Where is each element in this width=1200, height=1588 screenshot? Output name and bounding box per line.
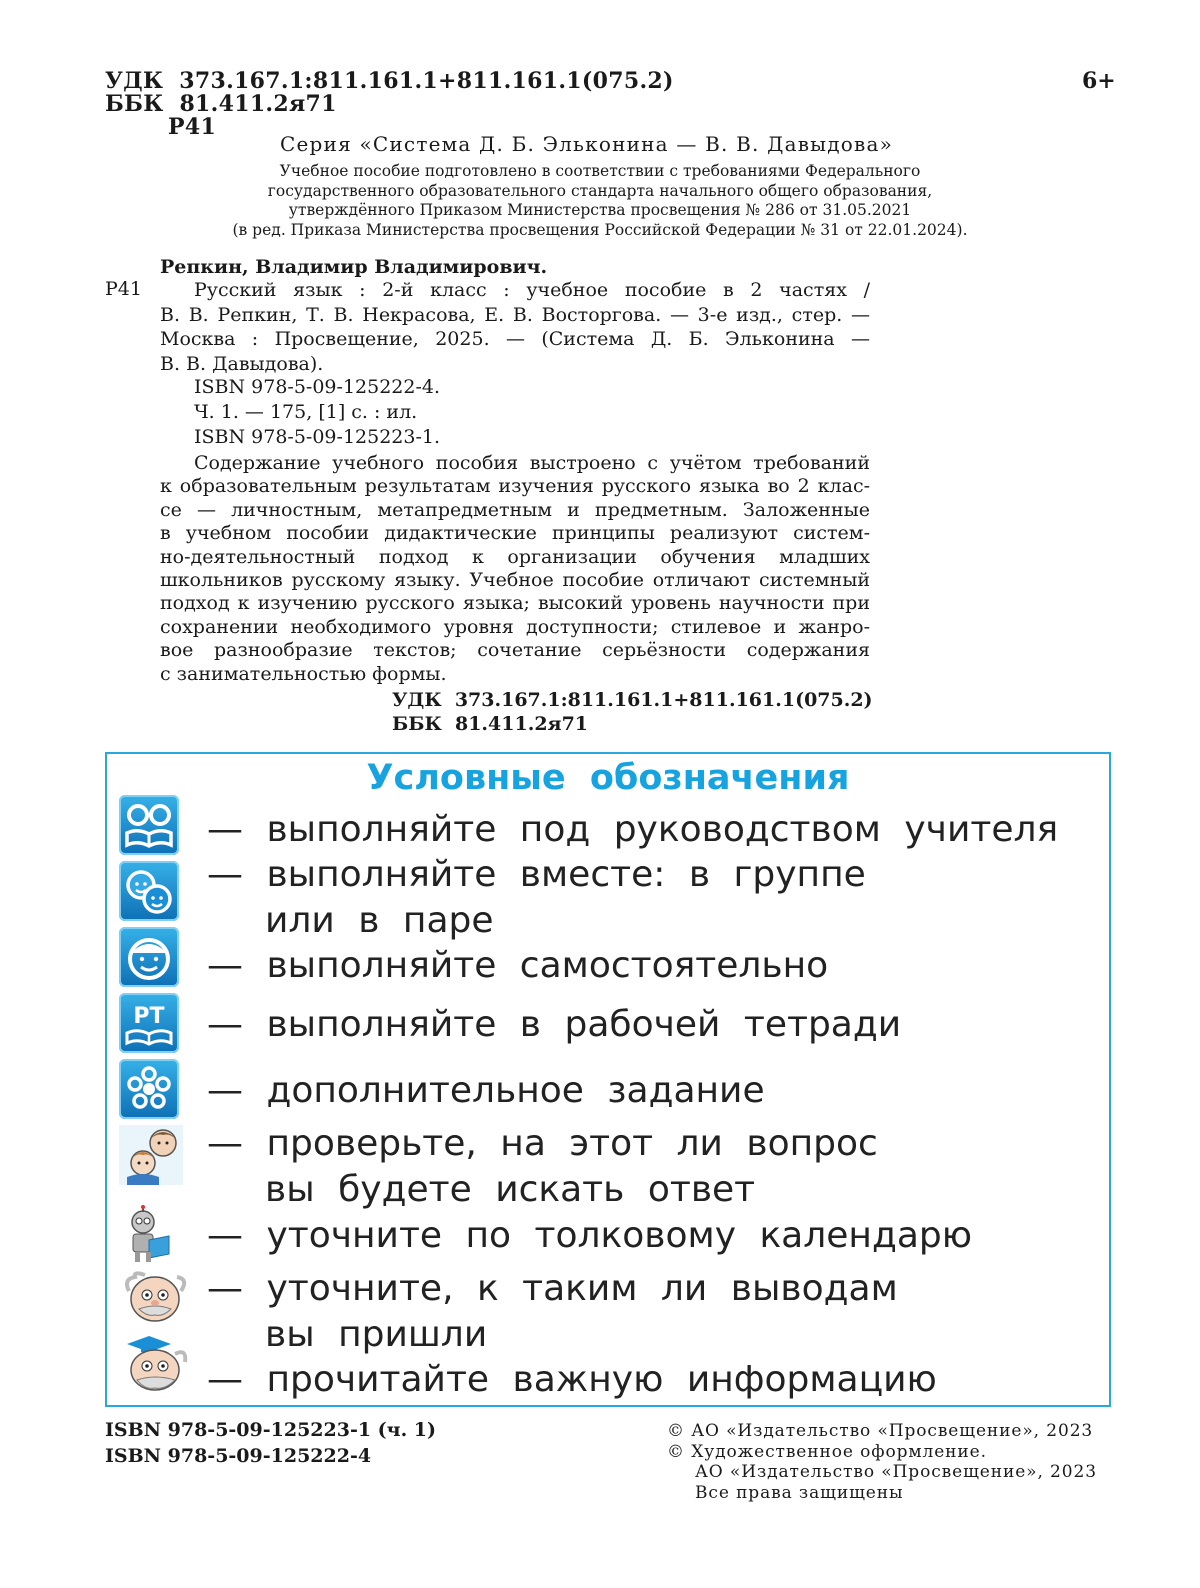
legend-item-important: — прочитайте важную информацию [207,1359,937,1400]
title-block [160,278,870,376]
title-line: Москва : Просвещение, 2025. — (Система Д. Б. Эльконина — [160,328,870,350]
udk-value: 373.167.1:811.161.1+811.161.1(075.2) [179,68,674,94]
legend-item-independent: — выполняйте самостоятельно [207,945,829,986]
legend-line: — уточните, к таким ли выводам [207,1268,898,1309]
bbk-label: ББК [105,91,164,117]
abstract-line: с занимательностью формы. [160,662,447,685]
copyright-line: АО «Издательство «Просвещение», 2023 [695,1462,1097,1482]
note-line: государственного образовательного стандарта начального общего образования, [267,181,933,200]
footer-isbn-set: ISBN 978-5-09-125222-4 [105,1445,372,1467]
legend-line: вы будете искать ответ [265,1169,756,1210]
footer-isbn-part: ISBN 978-5-09-125223-1 (ч. 1) [105,1419,437,1441]
workbook-rt-icon [119,993,179,1053]
udk-label: УДК [105,68,164,94]
bbk-value: 81.411.2я71 [179,91,337,117]
copyright-block [667,1421,1097,1503]
title-line: В. В. Давыдова). [160,352,324,375]
record-udk: УДК 373.167.1:811.161.1+811.161.1(075.2) [392,689,873,711]
note-line: утверждённого Приказом Министерства просвещения № 286 от 31.05.2021 [288,201,912,219]
legend-item-conclusions [207,1266,898,1358]
bbk-line [105,91,337,117]
author-code: Р41 [168,114,217,140]
abstract-line: к образовательным результатам изучения русского языка во 2 клас- [160,475,870,498]
scholar-cap-icon [119,1334,199,1394]
professor-icon [119,1269,199,1329]
legend-item-workbook: — выполняйте в рабочей тетради [207,1004,902,1045]
abstract-line: Содержание учебного пособия выстроено с учётом требований [194,452,870,474]
isbn-part-line: ISBN 978-5-09-125223-1. [194,426,441,448]
part-line: Ч. 1. — 175, [1] с. : ил. [194,401,418,423]
robot-reading-icon [119,1204,183,1264]
title-line: Русский язык : 2-й класс : учебное пособие в 2 частях / [194,279,870,301]
abstract-line: се — личностным, метапредметным и предметным. Заложенные [160,498,870,521]
series-title: Серия «Система Д. Б. Эльконина — В. В. Давыдова» [280,132,894,156]
abstract-line: сохранении необходимого уровня доступности; стилевое и жанро- [160,615,870,638]
legend-line: — выполняйте вместе: в группе [207,854,866,895]
record-code: Р41 [105,278,142,300]
legend-line: — проверьте, на этот ли вопрос [207,1123,878,1164]
face-icon [119,927,179,987]
legend-title: Условные обозначения [366,758,850,798]
legend-line: вы пришли [265,1314,488,1355]
title-line: В. В. Репкин, Т. В. Некрасова, Е. В. Восторгова. — 3-е изд., стер. — [160,303,870,326]
approval-note [100,162,1100,240]
asterisk-flower-icon [119,1059,179,1119]
isbn-set-line: ISBN 978-5-09-125222-4. [194,376,441,398]
abstract-line: школьников русскому языку. Учебное пособие отличают системный [160,569,870,592]
note-line: (в ред. Приказа Министерства просвещения Российской Федерации № 31 от 22.01.2024). [232,220,968,239]
copyright-line: © Художественное оформление. [667,1441,987,1462]
legend-item-question [207,1121,878,1213]
abstract-line: вое разнообразие текстов; сочетание серьёзности содержания [160,639,870,662]
copyright-line: Все права защищены [695,1482,904,1503]
legend-item-extra: — дополнительное задание [207,1070,765,1111]
note-line: Учебное пособие подготовлено в соответствии с требованиями Федерального [279,162,921,180]
legend-line: или в паре [265,900,494,941]
abstract [160,452,870,686]
abstract-line: в учебном пособии дидактические принципы реализуют систем- [160,522,870,545]
copyright-line: © АО «Издательство «Просвещение», 2023 [667,1421,1094,1441]
abstract-line: подход к изучению русского языка; высокий уровень научности при [160,592,870,615]
children-question-icon [119,1125,183,1185]
legend-item-group [207,852,866,944]
age-rating: 6+ [1082,68,1116,94]
record-bbk: ББК 81.411.2я71 [392,713,589,735]
legend-item-calendar: — уточните по толковому календарю [207,1215,973,1256]
legend-box [105,752,1111,1407]
author-name: Репкин, Владимир Владимирович. [160,256,548,278]
abstract-line: но-деятельностный подход к организации обучения младших [160,545,870,568]
workbook-rt-text: PT [133,1004,165,1029]
two-faces-icon [119,861,179,921]
glasses-book-icon [119,795,179,855]
legend-item-teacher: — выполняйте под руководством учителя [207,809,1059,850]
